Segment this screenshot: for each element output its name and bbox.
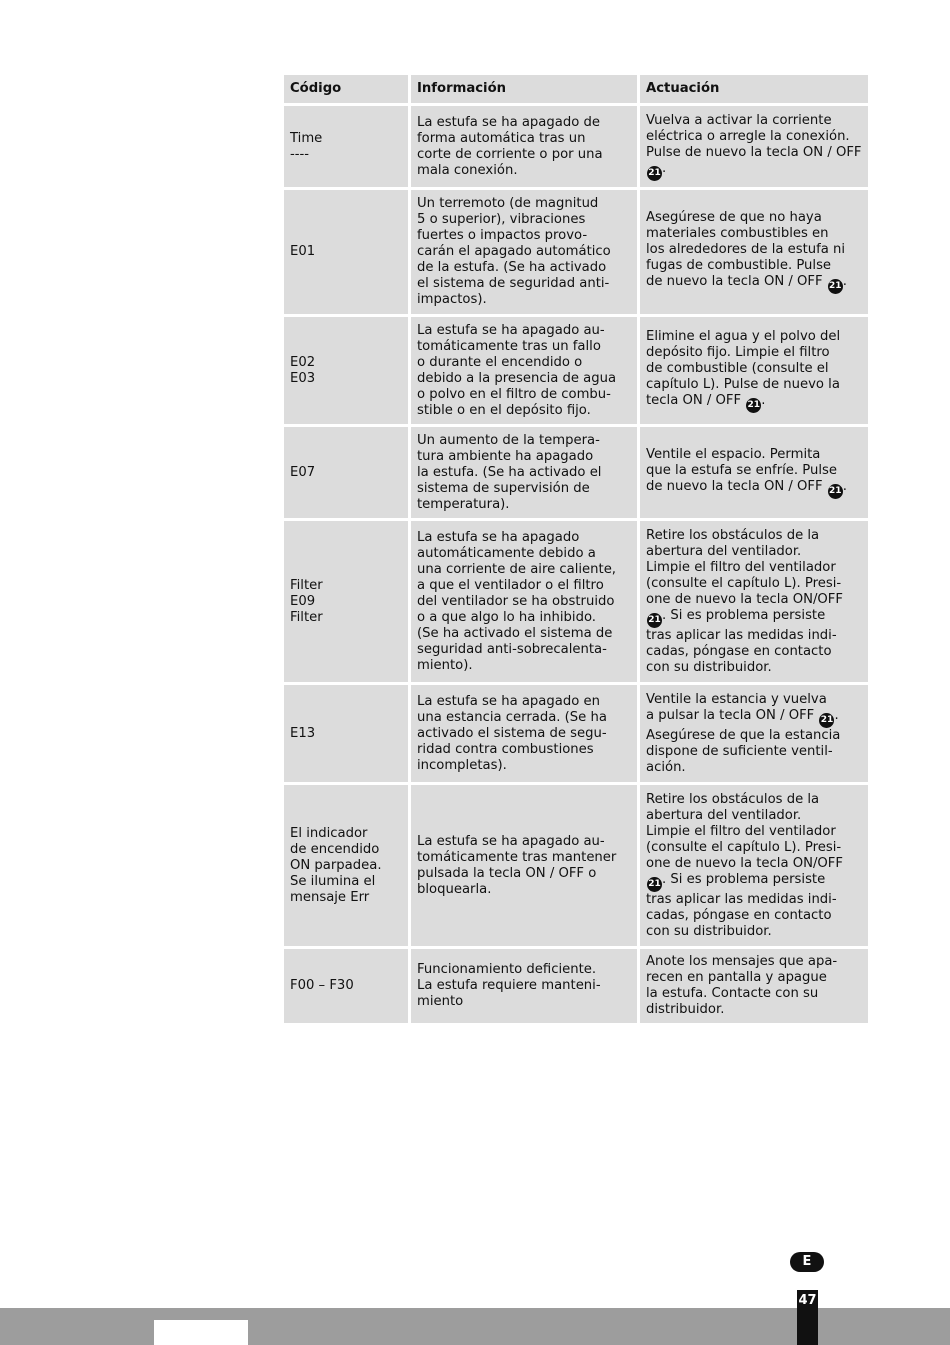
table-row xyxy=(284,106,868,187)
code-cell: F00 – F30 xyxy=(284,949,408,1023)
action-text-after: . Si es problema persiste tras aplicar las medidas indi- cadas, póngase en contacto con su distribuidor. xyxy=(646,871,837,939)
action-text-after: . xyxy=(662,160,667,176)
info-cell: La estufa se ha apagado au- tomáticamente tras un fallo o durante el encendido o debido a la presencia de agua o polvo en el filtro de combu- stible o en el depósito fijo. xyxy=(411,317,637,424)
table-header-row xyxy=(284,75,868,103)
code-cell: Time ---- xyxy=(284,106,408,187)
error-code-table xyxy=(281,72,871,1026)
code-cell: E02 E03 xyxy=(284,317,408,424)
footer-blank-box xyxy=(154,1320,248,1345)
table-row xyxy=(284,317,868,424)
action-text: Ventile la estancia y vuelva a pulsar la tecla ON / OFF xyxy=(646,691,827,723)
action-text-after: . Si es problema persiste tras aplicar las medidas indi- cadas, póngase en contacto con su distribuidor. xyxy=(646,607,837,675)
code-cell: El indicador de encendido ON parpadea. Se ilumina el mensaje Err xyxy=(284,785,408,946)
action-cell xyxy=(640,949,868,1023)
language-badge: E xyxy=(790,1252,824,1272)
header-info: Información xyxy=(411,75,637,103)
action-text: Anote los mensajes que apa- recen en pantalla y apague la estufa. Contacte con su distribuidor. xyxy=(646,954,838,1017)
action-text: Retire los obstáculos de la abertura del ventilador. Limpie el filtro del ventilador (consulte el capítulo L). Presi- one de nuevo la tecla ON/OFF xyxy=(646,527,843,607)
action-text: Retire los obstáculos de la abertura del ventilador. Limpie el filtro del ventilador (consulte el capítulo L). Presi- one de nuevo la tecla ON/OFF xyxy=(646,791,843,871)
table-row xyxy=(284,785,868,946)
code-cell: E01 xyxy=(284,190,408,314)
key-21-icon: 21 xyxy=(647,877,662,892)
action-cell xyxy=(640,785,868,946)
action-text: Vuelva a activar la corriente eléctrica o arregle la conexión. Pulse de nuevo la tecla ON / OFF xyxy=(646,112,862,160)
table-row xyxy=(284,685,868,782)
info-cell: La estufa se ha apagado automáticamente debido a una corriente de aire caliente, a que el ventilador o el filtro del ventilador se ha obstruido o a que algo lo ha inhibido. (Se ha activado el sistema de seguridad anti-sobrecalenta- miento). xyxy=(411,521,637,682)
code-cell: Filter E09 Filter xyxy=(284,521,408,682)
header-action: Actuación xyxy=(640,75,868,103)
table-row xyxy=(284,427,868,518)
info-cell: La estufa se ha apagado en una estancia cerrada. (Se ha activado el sistema de segu- ridad contra combustiones incompletas). xyxy=(411,685,637,782)
action-text-after: . xyxy=(761,392,766,408)
key-21-icon: 21 xyxy=(647,166,662,181)
key-21-icon: 21 xyxy=(746,398,761,413)
info-cell: Un aumento de la tempera- tura ambiente ha apagado la estufa. (Se ha activado el sistema de supervisión de temperatura). xyxy=(411,427,637,518)
key-21-icon: 21 xyxy=(828,279,843,294)
action-cell xyxy=(640,685,868,782)
info-cell: La estufa se ha apagado au- tomáticamente tras mantener pulsada la tecla ON / OFF o bloquearla. xyxy=(411,785,637,946)
action-text: Elimine el agua y el polvo del depósito fijo. Limpie el filtro de combustible (consulte el capítulo L). Pulse de nuevo la tecla ON / OFF xyxy=(646,328,841,408)
action-cell xyxy=(640,427,868,518)
table-row xyxy=(284,521,868,682)
action-text: Asegúrese de que no haya materiales combustibles en los alrededores de la estufa ni fugas de combustible. Pulse de nuevo la tecla ON / OFF xyxy=(646,210,846,289)
action-text-after: . xyxy=(842,274,847,289)
action-cell xyxy=(640,190,868,314)
info-cell: Funcionamiento deficiente. La estufa requiere manteni- miento xyxy=(411,949,637,1023)
key-21-icon: 21 xyxy=(828,484,843,499)
page-number: 47 xyxy=(797,1290,818,1345)
action-text-after: . xyxy=(842,478,847,494)
key-21-icon: 21 xyxy=(647,613,662,628)
info-cell: Un terremoto (de magnitud 5 o superior), vibraciones fuertes o impactos provo- carán el apagado automático de la estufa. (Se ha activado el sistema de seguridad anti- impactos). xyxy=(411,190,637,314)
action-cell xyxy=(640,317,868,424)
info-cell: La estufa se ha apagado de forma automática tras un corte de corriente o por una mala conexión. xyxy=(411,106,637,187)
table-row xyxy=(284,949,868,1023)
code-cell: E07 xyxy=(284,427,408,518)
code-cell: E13 xyxy=(284,685,408,782)
action-text: Ventile el espacio. Permita que la estufa se enfríe. Pulse de nuevo la tecla ON / OFF xyxy=(646,446,837,494)
action-cell xyxy=(640,521,868,682)
key-21-icon: 21 xyxy=(819,713,834,728)
action-cell xyxy=(640,106,868,187)
table-row xyxy=(284,190,868,314)
header-code: Código xyxy=(284,75,408,103)
action-text-after: . Asegúrese de que la estancia dispone de suficiente ventil- ación. xyxy=(646,707,841,775)
